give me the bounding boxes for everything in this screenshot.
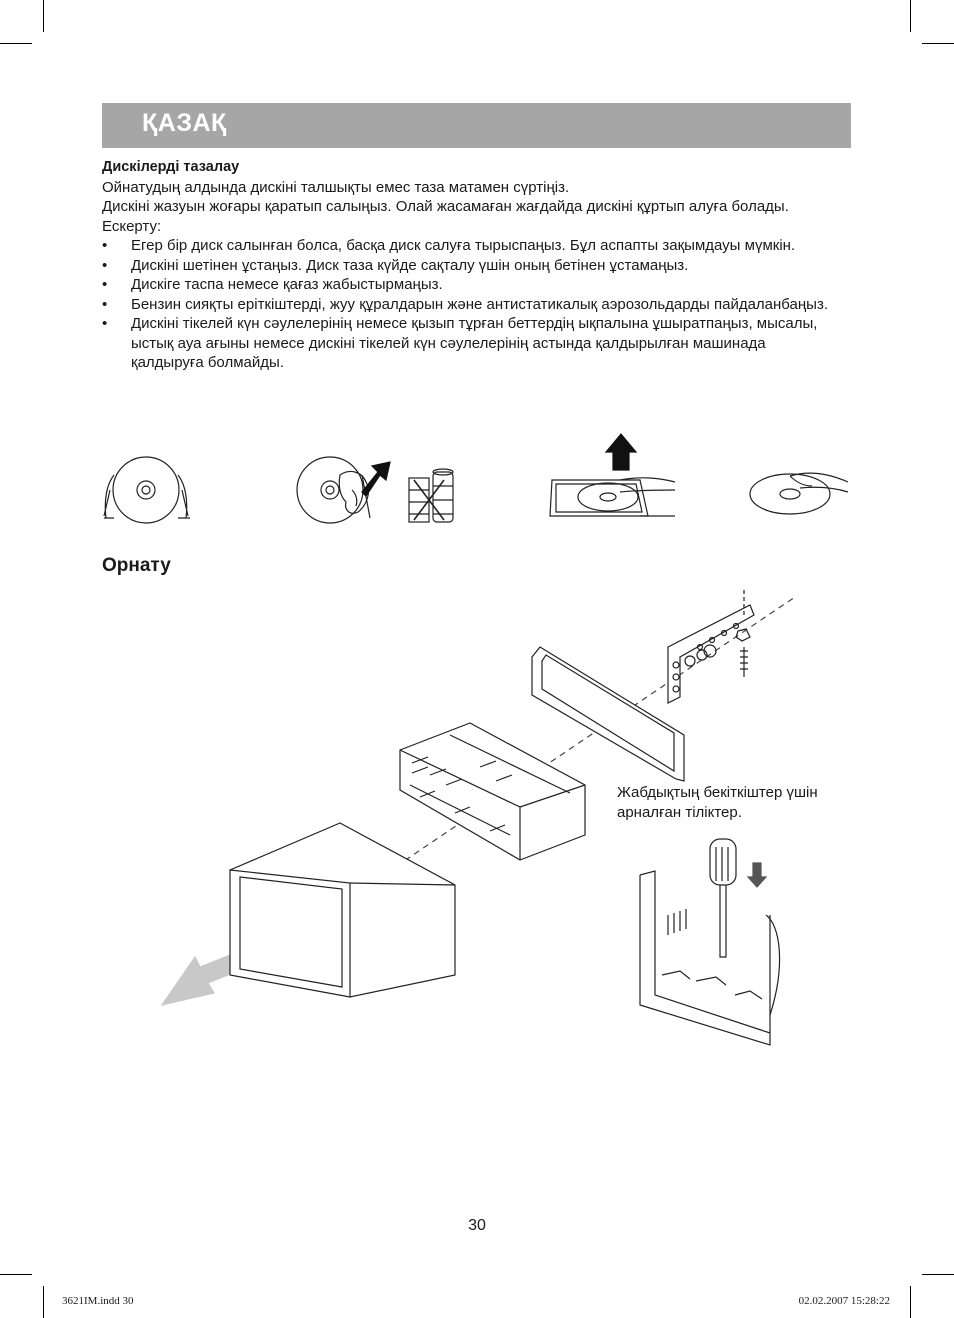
note-list [102, 236, 842, 373]
footer-timestamp: 02.02.2007 15:28:22 [798, 1295, 890, 1307]
crop-mark [922, 1274, 954, 1275]
crop-mark [0, 1274, 32, 1275]
wipe-disc-icon [297, 457, 370, 523]
hold-disc-flat-icon [750, 473, 848, 514]
bracket-tabs-callout: Жабдықтың бекіткіштер үшін арналған тіліктер. [617, 784, 818, 821]
screwdriver-detail-icon [640, 839, 780, 1045]
disc-handling-illustration [100, 430, 860, 525]
crop-mark [910, 0, 911, 32]
list-item: • Дискіні шетінен ұстаңыз. Диск таза күйде сақталу үшін оның бетінен ұстамаңыз. [102, 256, 842, 276]
installation-heading: Орнату [102, 555, 171, 576]
note-label: Ескерту: [102, 217, 162, 235]
mounting-sleeve-icon [400, 723, 585, 860]
cleaning-heading: Дискілерді тазалау [102, 159, 240, 175]
crop-mark [0, 43, 32, 44]
solvent-icon [409, 469, 453, 522]
crop-mark [910, 1286, 911, 1318]
rear-bracket-icon [668, 590, 754, 703]
page-number: 30 [468, 1217, 486, 1234]
cleaning-section [102, 158, 842, 373]
list-item: • Егер бір диск салынған болса, басқа диск салуға тырыспаңыз. Бұл аспапты зақымдауы мүмкін. [102, 236, 842, 256]
language-header [102, 103, 851, 148]
insert-disc-icon [550, 478, 675, 516]
crop-mark [43, 1286, 44, 1318]
head-unit-icon [230, 823, 455, 997]
list-item: • Бензин сияқты еріткіштерді, жуу құралдарын және антистатикалық аэрозольдарды пайдаланбаңыз. [102, 295, 842, 315]
crop-mark [43, 0, 44, 32]
list-item: • Дискіге таспа немесе қағаз жабыстырмаңыз. [102, 275, 842, 295]
cleaning-text-2: Дискіні жазуын жоғары қаратып салыңыз. Олай жасамаған жағдайда дискіні құртып алуға болады. [102, 198, 789, 215]
language-title: ҚАЗАҚ [142, 109, 227, 137]
hold-disc-edge-icon [104, 457, 190, 523]
footer-file: 3621IM.indd 30 [62, 1295, 134, 1307]
crop-mark [922, 43, 954, 44]
trim-frame-icon [532, 647, 684, 781]
list-item: • Дискіні тікелей күн сәулелерінің немесе қызып тұрған беттердің ықпалына ұшыратпаңыз, мысалы, ыстық ауа ағыны немесе дискіні тікелей күн сәулелерінің астында қалдырылған машинада қалдыруға болмайды. [102, 314, 842, 373]
cleaning-text-1: Ойнатудың алдында дискіні талшықты емес таза матамен сүртіңіз. [102, 178, 570, 196]
